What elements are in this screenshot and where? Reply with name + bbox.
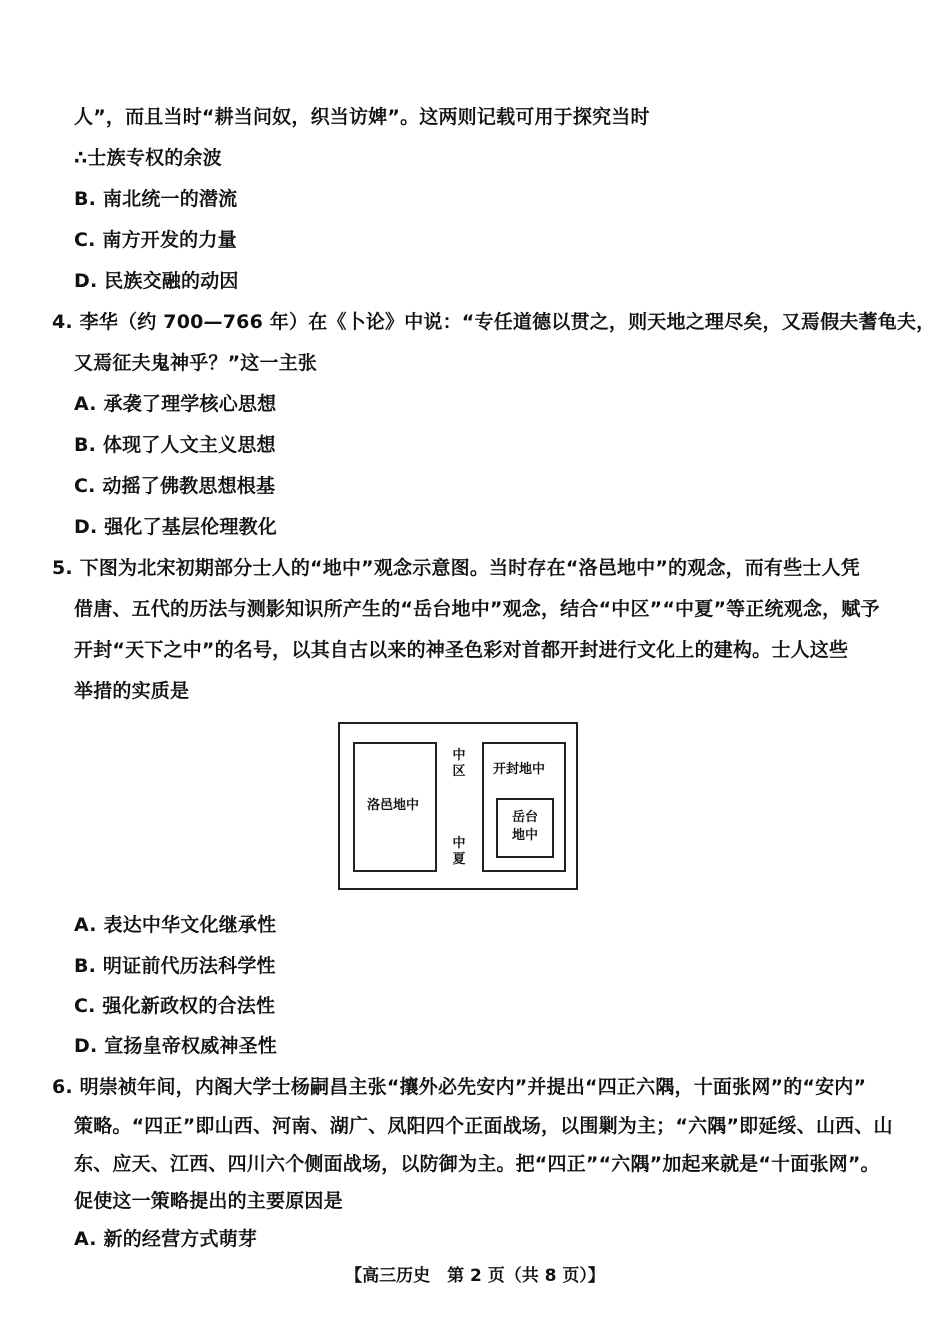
- q6-stem-line-3: 东、应天、江西、四川六个侧面战场，以防御为主。把“四正”“六隅”加起来就是“十面张网”。: [74, 1153, 880, 1175]
- earth-center-diagram: [338, 722, 578, 890]
- q3-option-b: B. 南北统一的潜流: [74, 188, 238, 210]
- q5-stem-line-1: 5. 下图为北宋初期部分士人的“地中”观念示意图。当时存在“洛邑地中”的观念，而有些士人凭: [52, 557, 861, 579]
- luoyi-box: [353, 742, 437, 872]
- q6-stem-line-2: 策略。“四正”即山西、河南、湖广、凤阳四个正面战场，以围剿为主；“六隅”即延绥、山西、山: [74, 1115, 893, 1137]
- yuetai-label-1: 岳台: [512, 810, 539, 825]
- q4-stem-line-1: 4. 李华（约 700—766 年）在《卜论》中说：“专任道德以贯之，则天地之理尽矣，又焉假夫蓍龟夫，: [52, 311, 936, 333]
- q3-option-c: C. 南方开发的力量: [74, 229, 237, 251]
- q6-option-a: A. 新的经营方式萌芽: [74, 1228, 258, 1250]
- q5-option-d: D. 宣扬皇帝权威神圣性: [74, 1035, 278, 1057]
- zhongqu-label: 中区: [452, 748, 466, 779]
- q5-stem-line-3: 开封“天下之中”的名号，以其自古以来的神圣色彩对首都开封进行文化上的建构。士人这些: [74, 639, 849, 661]
- yuetai-box: [496, 798, 554, 858]
- q6-stem-line-4: 促使这一策略提出的主要原因是: [74, 1190, 343, 1212]
- q5-option-a: A. 表达中华文化继承性: [74, 914, 277, 936]
- zhongxia-label: 中夏: [452, 836, 466, 867]
- q5-option-b: B. 明证前代历法科学性: [74, 955, 276, 977]
- q5-stem-line-4: 举措的实质是: [74, 680, 190, 702]
- q4-option-b: B. 体现了人文主义思想: [74, 434, 276, 456]
- luoyi-label: 洛邑地中: [367, 798, 420, 813]
- q5-option-c: C. 强化新政权的合法性: [74, 995, 276, 1017]
- q4-stem-line-2: 又焉征夫鬼神乎？”这一主张: [74, 352, 318, 374]
- kaifeng-box: [482, 742, 566, 872]
- yuetai-label-2: 地中: [512, 828, 539, 843]
- q6-stem-line-1: 6. 明崇祯年间，内阁大学士杨嗣昌主张“攘外必先安内”并提出“四正六隅，十面张网”的“安内”: [52, 1076, 867, 1098]
- page-footer: 【高三历史 第 2 页（共 8 页）】: [345, 1266, 605, 1286]
- q3-option-a: ∴士族专权的余波: [74, 147, 222, 169]
- q4-option-c: C. 动摇了佛教思想根基: [74, 475, 276, 497]
- q4-option-a: A. 承袭了理学核心思想: [74, 393, 277, 415]
- q4-option-d: D. 强化了基层伦理教化: [74, 516, 278, 538]
- kaifeng-label: 开封地中: [493, 762, 546, 777]
- q5-stem-line-2: 借唐、五代的历法与测影知识所产生的“岳台地中”观念，结合“中区”“中夏”等正统观念，赋予: [74, 598, 880, 620]
- q3-stem-end: 人”，而且当时“耕当问奴，织当访婢”。这两则记载可用于探究当时: [74, 106, 650, 128]
- q3-option-d: D. 民族交融的动因: [74, 270, 239, 292]
